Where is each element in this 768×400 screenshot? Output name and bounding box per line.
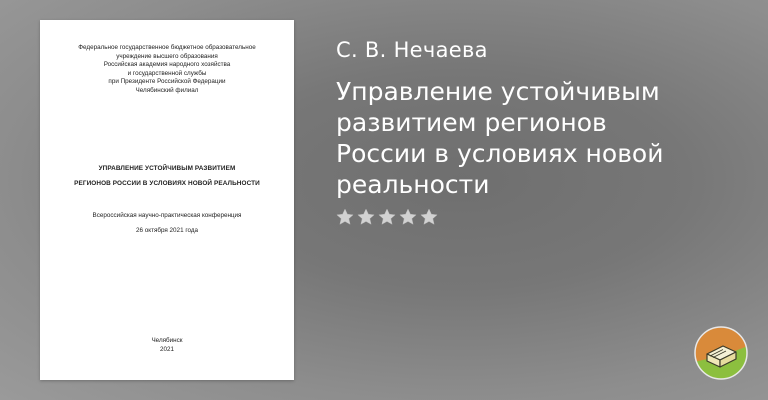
book-logo-icon[interactable] (694, 326, 748, 380)
cover-city: Челябинск (151, 337, 183, 344)
star-icon[interactable] (356, 207, 376, 227)
book-title-line: Управление устойчивым (336, 77, 660, 106)
book-title[interactable] (336, 76, 756, 200)
cover-date: 26 октября 2021 года (135, 227, 199, 234)
book-author[interactable]: С. В. Нечаева (336, 38, 488, 62)
cover-year: 2021 (159, 345, 174, 353)
cover-conference-block (48, 208, 286, 238)
book-title-line: реальности (336, 170, 490, 199)
cover-org-line: Федеральное государственное бюджетное образовательное (78, 44, 256, 51)
book-cover[interactable] (40, 20, 294, 380)
cover-title-line: УПРАВЛЕНИЕ УСТОЙЧИВЫМ РАЗВИТИЕМ (98, 165, 236, 172)
book-title-line: России в условиях новой (336, 139, 664, 168)
cover-org-line: при Президенте Российской Федерации (108, 78, 226, 86)
star-icon[interactable] (398, 207, 418, 227)
star-icon[interactable] (335, 207, 355, 227)
cover-org-line: Челябинский филиал (135, 86, 199, 94)
cover-conference: Всероссийская научно-практическая конференция (92, 212, 242, 219)
star-icon[interactable] (419, 207, 439, 227)
book-title-line: развитием регионов (336, 108, 607, 137)
star-icon[interactable] (377, 207, 397, 227)
cover-org-line: и государственной службы (127, 69, 207, 77)
cover-title-line: РЕГИОНОВ РОССИИ В УСЛОВИЯХ НОВОЙ РЕАЛЬНОСТИ (74, 180, 260, 187)
cover-organization (52, 44, 282, 96)
cover-title (46, 161, 288, 191)
cover-org-line: Российская академия народного хозяйства (103, 61, 231, 69)
rating-stars[interactable] (335, 207, 439, 227)
cover-org-line: учреждение высшего образования (116, 52, 218, 60)
cover-imprint (48, 337, 286, 354)
